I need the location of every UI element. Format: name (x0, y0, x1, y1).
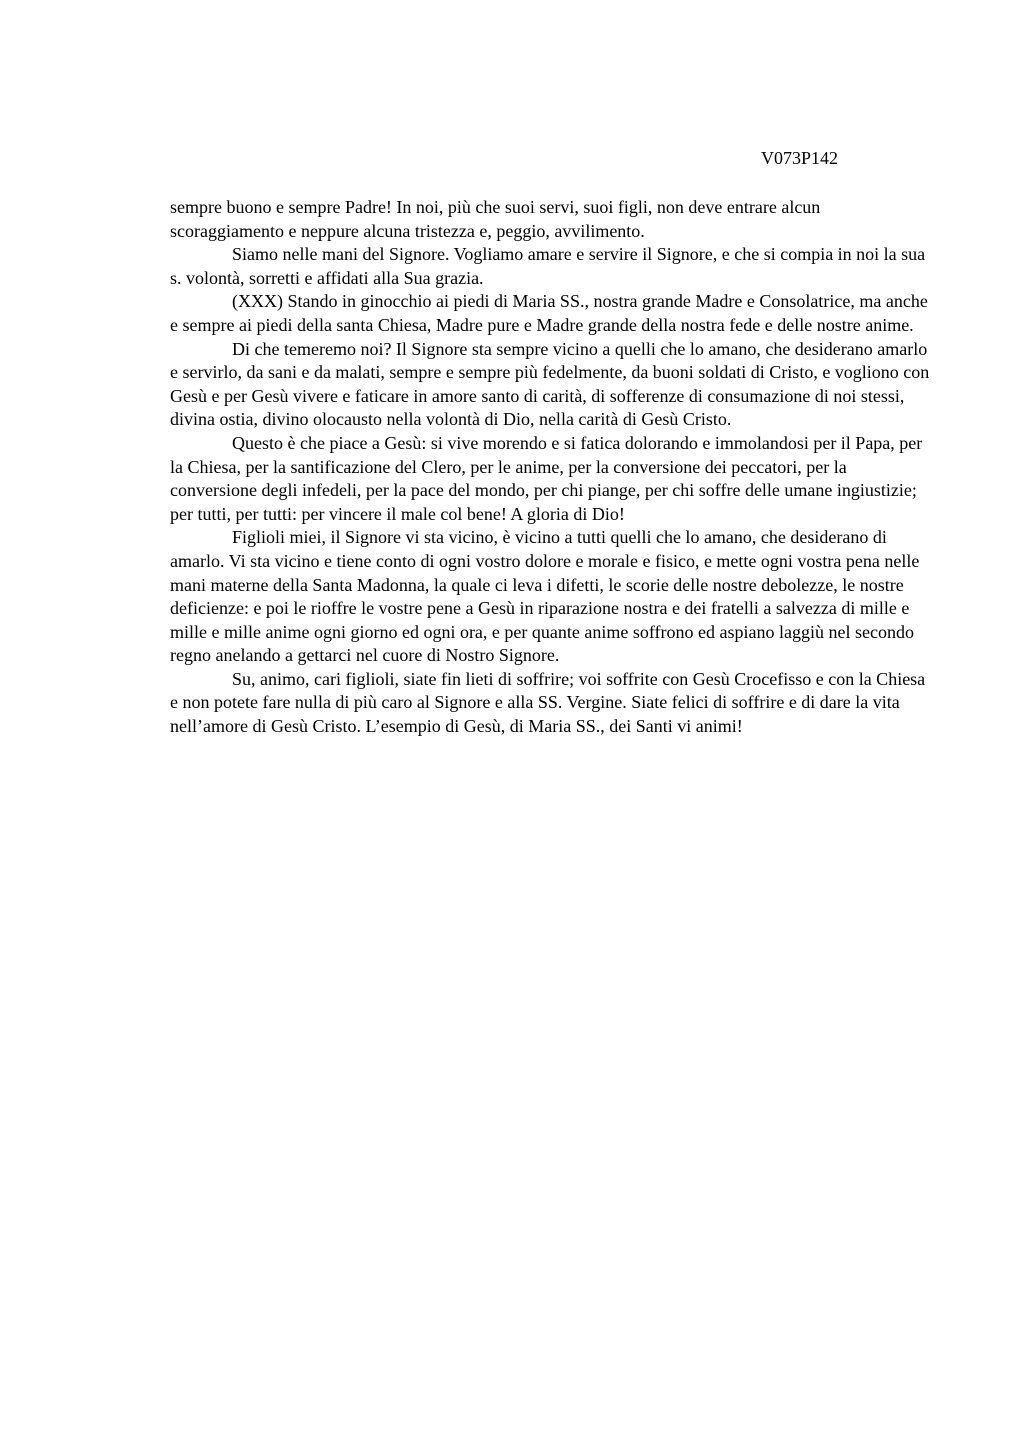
paragraph-7: Su, animo, cari figlioli, siate fin lieti di soffrire; voi soffrite con Gesù Crocefisso e con la Chiesa e non potete fare nulla di più caro al Signore e alla SS. Vergine. Siate felici di soffrire e di dare la vita nell’amore di Gesù Cristo. L’esempio di Gesù, di Maria SS., dei Santi vi animi! (170, 668, 926, 737)
paragraph-4: Di che temeremo noi? Il Signore sta sempre vicino a quelli che lo amano, che desiderano amarlo e servirlo, da sani e da malati, sempre e sempre più fedelmente, da buoni soldati di Cristo, e vogliono con Gesù e per Gesù vivere e faticare in amore santo di carità, di sofferenze di consumazione di noi stessi, divina ostia, divino olocausto nella volontà di Dio, nella carità di Gesù Cristo. (170, 338, 930, 430)
body-text (170, 196, 930, 739)
page-code: V073P142 (760, 148, 838, 168)
paragraph-2: Siamo nelle mani del Signore. Vogliamo amare e servire il Signore, e che si compia in noi la sua s. volontà, sorretti e affidati alla Sua grazia. (170, 244, 926, 288)
paragraph-1: sempre buono e sempre Padre! In noi, più che suoi servi, suoi figli, non deve entrare alcun scoraggiamento e neppure alcuna tristezza e, peggio, avvilimento. (170, 197, 821, 241)
paragraph-6: Figlioli miei, il Signore vi sta vicino, è vicino a tutti quelli che lo amano, che desiderano di amarlo. Vi sta vicino e tiene conto di ogni vostro dolore e morale e fisico, e mette ogni vostra pena nelle mani materne della Santa Madonna, la quale ci leva i difetti, le scorie delle nostre debolezze, le nostre deficienze: e poi le rioffre le vostre pene a Gesù in riparazione nostra e dei fratelli a salvezza di mille e mille e mille anime ogni giorno ed ogni ora, e per quante anime soffrono ed aspiano laggiù nel secondo regno anelando a gettarci nel cuore di Nostro Signore. (170, 527, 920, 666)
paragraph-3: (XXX) Stando in ginocchio ai piedi di Maria SS., nostra grande Madre e Consolatrice, ma anche e sempre ai piedi della santa Chiesa, Madre pure e Madre grande della nostra fede e delle nostre anime. (170, 291, 928, 335)
paragraph-5: Questo è che piace a Gesù: si vive morendo e si fatica dolorando e immolandosi per il Papa, per la Chiesa, per la santificazione del Clero, per le anime, per la conversione dei peccatori, per la conversione degli infedeli, per la pace del mondo, per chi piange, per chi soffre delle umane ingiustizie; per tutti, per tutti: per vincere il male col bene! A gloria di Dio! (170, 432, 923, 524)
